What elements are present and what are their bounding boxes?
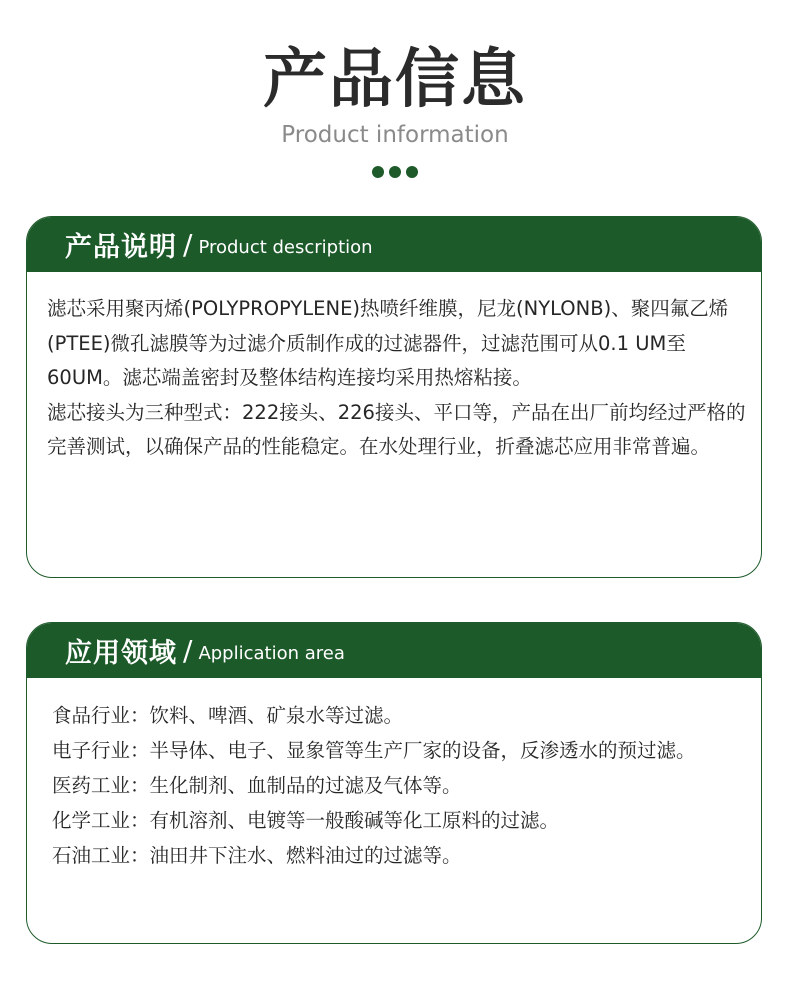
product-description-card xyxy=(26,216,762,578)
dot-icon xyxy=(389,166,401,178)
page-subtitle: Product information xyxy=(281,122,509,148)
application-item: 食品行业：饮料、啤酒、矿泉水等过滤。 xyxy=(52,704,404,727)
section-title-cn: 应用领域 xyxy=(65,638,177,669)
description-paragraph: 滤芯接头为三种型式：222接头、226接头、平口等，产品在出厂前均经过严格的完善测试，以确保产品的性能稳定。在水处理行业，折叠滤芯应用非常普遍。 xyxy=(47,400,746,458)
dot-icon xyxy=(406,166,418,178)
title-separator: / xyxy=(183,634,193,667)
application-area-body xyxy=(27,678,761,873)
dot-icon xyxy=(372,166,384,178)
page-title: 产品信息 xyxy=(263,43,527,117)
application-item: 化学工业：有机溶剂、电镀等一般酸碱等化工原料的过滤。 xyxy=(52,809,560,832)
section-title-en: Application area xyxy=(198,643,345,664)
description-paragraph: 滤芯采用聚丙烯(POLYPROPYLENE)热喷纤维膜，尼龙(NYLONB)、聚四氟乙烯(PTEE)微孔滤膜等为过滤介质制作成的过滤器件，过滤范围可从0.1 UM至60UM。滤芯端盖密封及整体结构连接均采用热熔粘接。 xyxy=(47,297,729,389)
application-item: 医药工业：生化制剂、血制品的过滤及气体等。 xyxy=(52,774,462,797)
section-title-en: Product description xyxy=(198,237,373,258)
application-item: 电子行业：半导体、电子、显象管等生产厂家的设备，反渗透水的预过滤。 xyxy=(52,739,696,762)
application-area-card xyxy=(26,622,762,944)
section-title-cn: 产品说明 xyxy=(65,232,177,263)
product-description-header xyxy=(27,217,761,272)
title-separator: / xyxy=(183,228,193,261)
application-area-header xyxy=(27,623,761,678)
decorative-dots xyxy=(0,166,790,180)
application-item: 石油工业：油田井下注水、燃料油过的过滤等。 xyxy=(52,844,462,867)
product-description-body xyxy=(27,272,761,465)
